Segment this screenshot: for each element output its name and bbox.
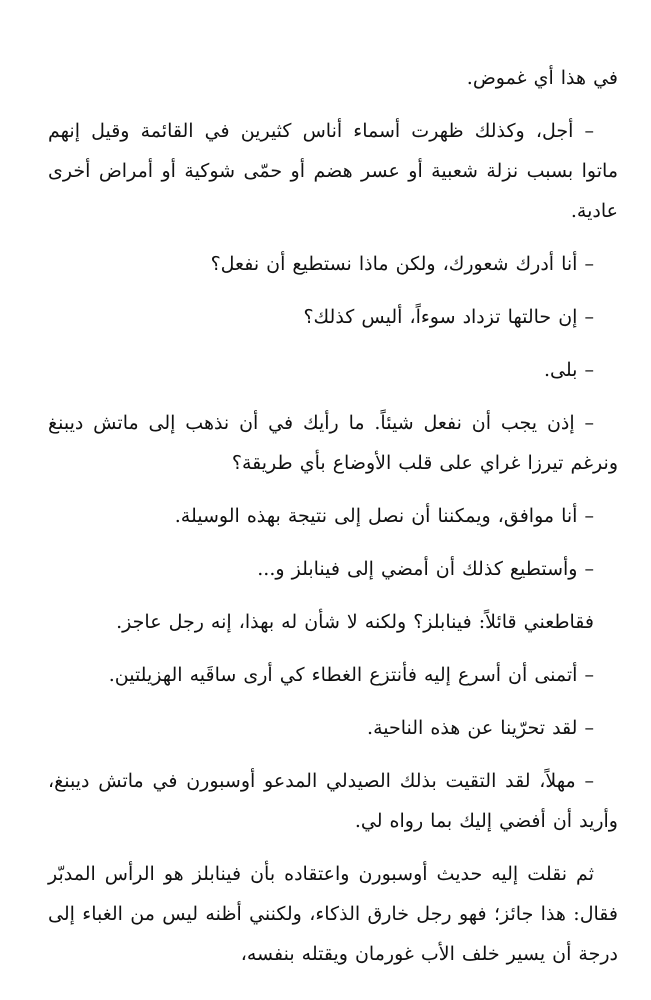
paragraph-13: ثم نقلت إليه حديث أوسبورن واعتقاده بأن فينابلز هو الرأس المدبّر فقال: هذا جائز؛ فهو رجل خارق الذكاء، ولكنني أظنه ليس من الغباء إلى درجة أن يسير خلف الأب غورمان ويقتله بنفسه،	[48, 863, 618, 965]
paragraph-1: في هذا أي غموض.	[466, 67, 618, 89]
paragraph-4: – إن حالتها تزداد سوءاً، أليس كذلك؟	[303, 306, 594, 328]
paragraph-7: – أنا موافق، ويمكننا أن نصل إلى نتيجة بهذه الوسيلة.	[174, 505, 594, 527]
paragraph-9: فقاطعني قائلاً: فينابلز؟ ولكنه لا شأن له بهذا، إنه رجل عاجز.	[116, 611, 594, 633]
paragraph-6: – إذن يجب أن نفعل شيئاً. ما رأيك في أن نذهب إلى ماتش ديبنغ ونرغم تيرزا غراي على قلب الأوضاع بأي طريقة؟	[48, 412, 618, 474]
paragraph-12: – مهلاً، لقد التقيت بذلك الصيدلي المدعو أوسبورن في ماتش ديبنغ، وأريد أن أفضي إليك بما رواه لي.	[48, 770, 618, 832]
paragraph-2: – أجل، وكذلك ظهرت أسماء أناس كثيرين في القائمة وقيل إنهم ماتوا بسبب نزلة شعبية أو عسر هضم أو حمّى شوكية أو أمراض أخرى عادية.	[48, 120, 618, 222]
paragraph-10: – أتمنى أن أسرع إليه فأنتزع الغطاء كي أرى ساقَيه الهزيلتين.	[108, 664, 594, 686]
paragraph-11: – لقد تحرّينا عن هذه الناحية.	[367, 717, 594, 739]
book-page	[48, 58, 618, 987]
paragraph-5: – بلى.	[544, 359, 594, 381]
paragraph-8: – وأستطيع كذلك أن أمضي إلى فينابلز و...	[257, 558, 594, 580]
paragraph-3: – أنا أدرك شعورك، ولكن ماذا نستطيع أن نفعل؟	[210, 253, 594, 275]
